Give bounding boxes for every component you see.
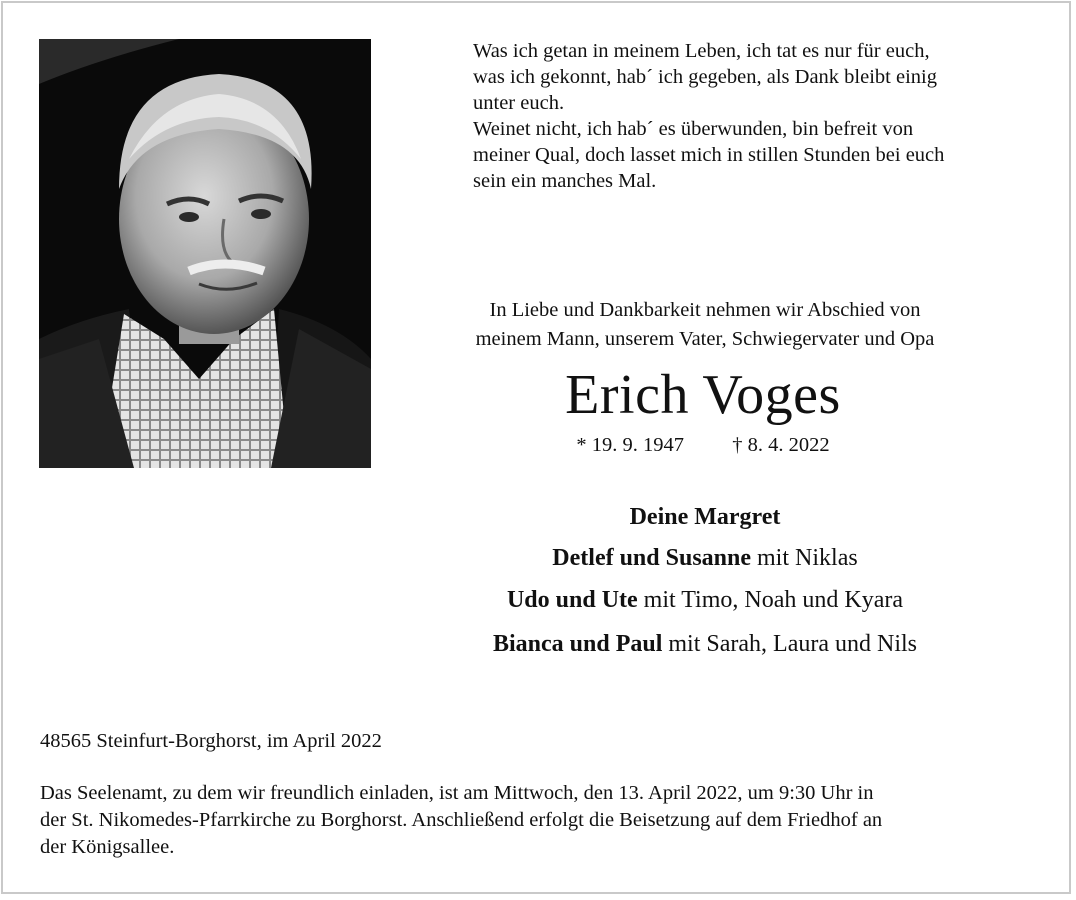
poem-line: meiner Qual, doch lasset mich in stillen Stunden bei euch xyxy=(473,144,945,166)
birth-date: * 19. 9. 1947 xyxy=(576,434,684,456)
deceased-name: Erich Voges xyxy=(565,364,841,426)
poem xyxy=(473,38,1053,194)
poem-line: Weinet nicht, ich hab´ es überwunden, bin befreit von xyxy=(473,118,914,140)
poem-line: sein ein manches Mal. xyxy=(473,170,657,192)
mourner-line xyxy=(405,584,1005,616)
mourner-names: Deine Margret xyxy=(629,504,781,530)
details-line: Das Seelenamt, zu dem wir freundlich einladen, ist am Mittwoch, den 13. April 2022, um 9:30 Uhr in xyxy=(40,782,874,804)
farewell-intro xyxy=(410,296,1000,354)
portrait-photo xyxy=(39,39,371,468)
details-line: der St. Nikomedes-Pfarrkirche zu Borghorst. Anschließend erfolgt die Beisetzung auf dem Friedhof an xyxy=(40,809,883,831)
mourner-line xyxy=(405,628,1005,660)
poem-line: unter euch. xyxy=(473,92,565,114)
mourner-additions: mit Sarah, Laura und Nils xyxy=(662,631,918,657)
details-line: der Königsallee. xyxy=(40,836,175,858)
poem-line: was ich gekonnt, hab´ ich gegeben, als Dank bleibt einig xyxy=(473,66,937,88)
intro-line: meinem Mann, unserem Vater, Schwiegervater und Opa xyxy=(475,328,935,350)
mourner-additions: mit Timo, Noah und Kyara xyxy=(637,587,904,613)
mourner-names: Udo und Ute xyxy=(506,587,638,613)
mourner-additions: mit Niklas xyxy=(751,545,858,571)
mourner-line xyxy=(405,501,1005,533)
intro-line: In Liebe und Dankbarkeit nehmen wir Abschied von xyxy=(489,299,921,321)
poem-line: Was ich getan in meinem Leben, ich tat es nur für euch, xyxy=(473,40,930,62)
mourner-names: Detlef und Susanne xyxy=(552,545,752,571)
mourner-names: Bianca und Paul xyxy=(492,631,663,657)
life-dates xyxy=(453,430,953,460)
service-details xyxy=(40,780,1050,861)
place-and-date: 48565 Steinfurt-Borghorst, im April 2022 xyxy=(40,730,382,752)
mourner-line xyxy=(405,542,1005,574)
portrait-illustration xyxy=(39,39,371,468)
death-date: † 8. 4. 2022 xyxy=(732,434,830,456)
